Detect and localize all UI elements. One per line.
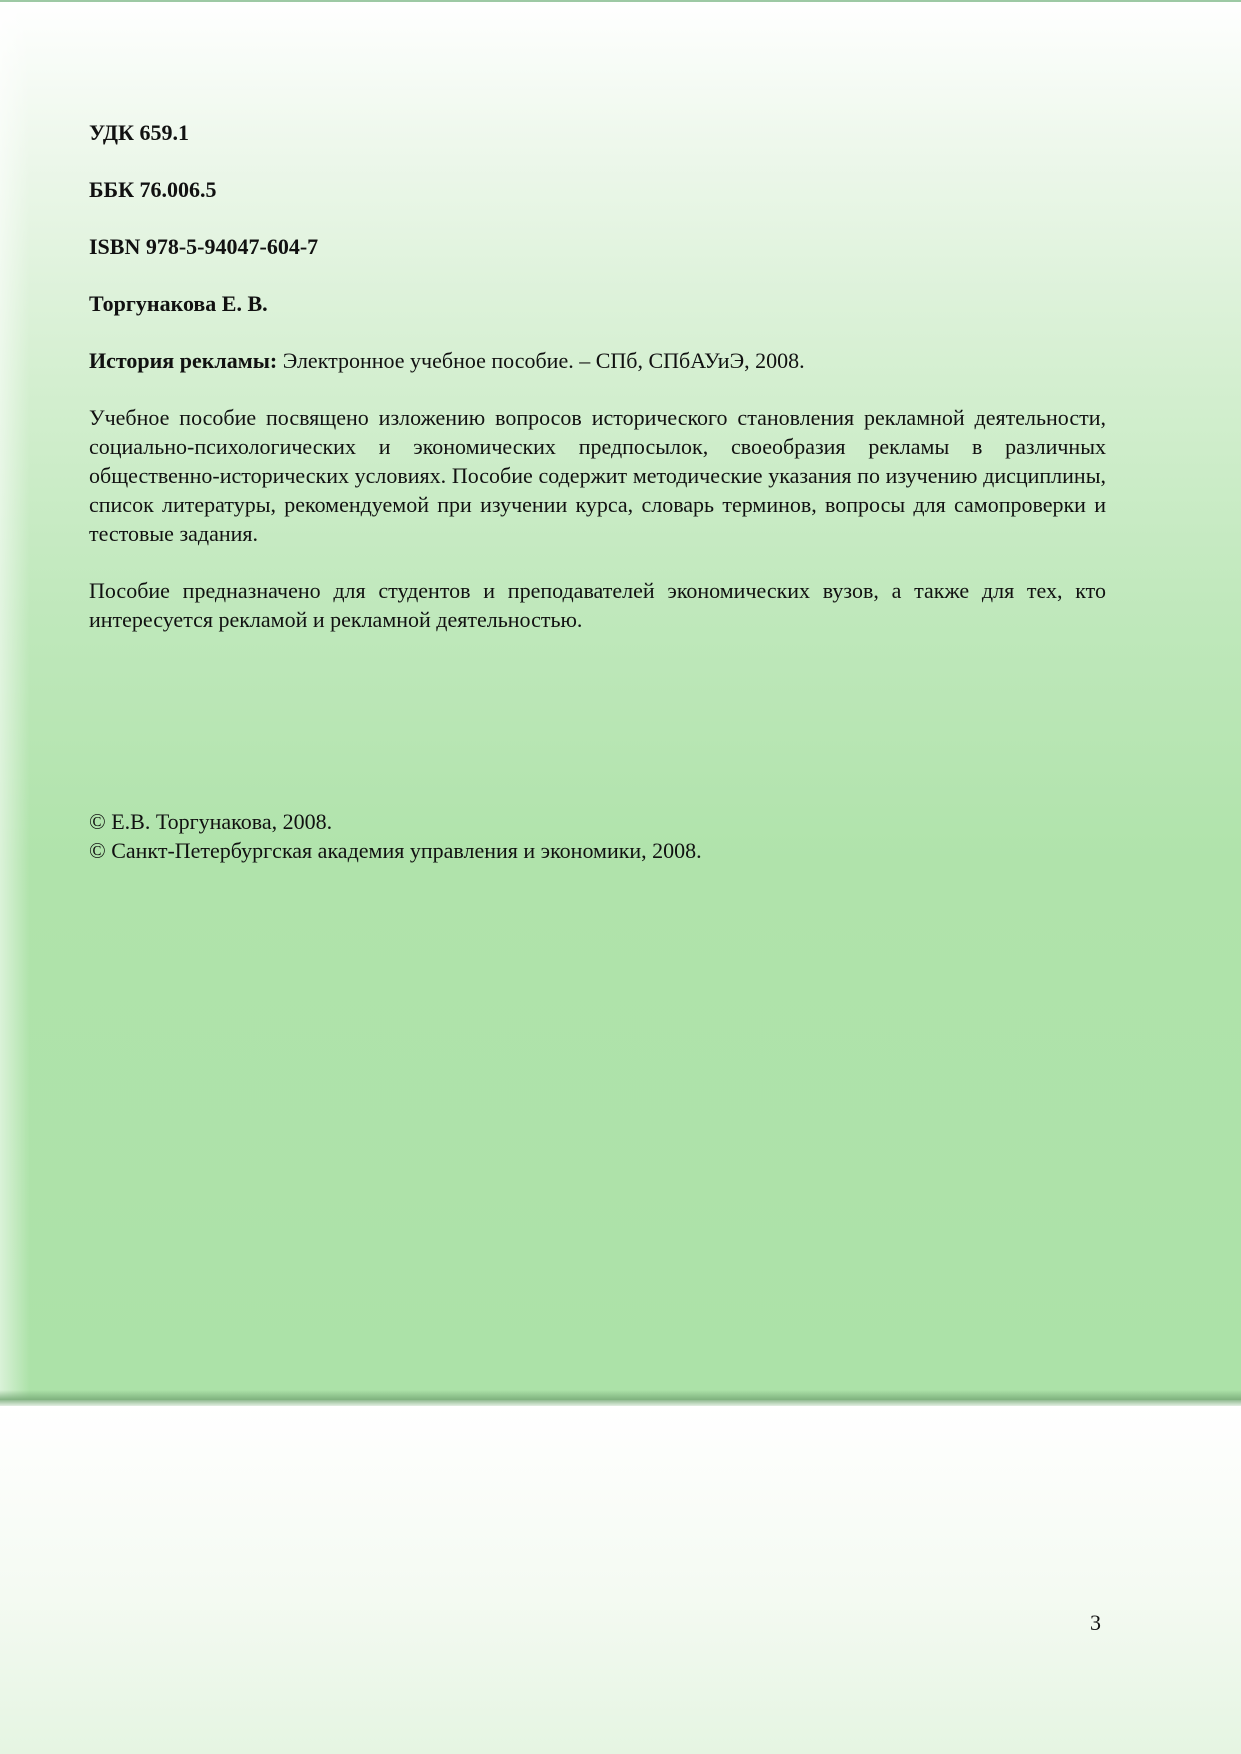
copyright-block xyxy=(89,807,1106,865)
copyright-academy: © Санкт-Петербургская академия управления и экономики, 2008. xyxy=(89,838,702,863)
page-number: 3 xyxy=(1090,1610,1101,1635)
panel-shadow xyxy=(0,1390,1241,1406)
bottom-background-panel xyxy=(0,1406,1241,1754)
book-title-line xyxy=(89,346,1106,375)
book-title: История рекламы: xyxy=(89,348,278,373)
isbn-number: ISBN 978-5-94047-604-7 xyxy=(89,234,319,259)
bibliographic-block xyxy=(89,118,1106,662)
book-edition-info: Электронное учебное пособие. – СПб, СПбАУиЭ, 2008. xyxy=(277,348,805,373)
bbk-code: ББК 76.006.5 xyxy=(89,177,217,202)
author-name: Торгунакова Е. В. xyxy=(89,291,268,316)
abstract-paragraph: Учебное пособие посвящено изложению вопросов исторического становления рекламной деятельности, социально-психологических и экономических предпосылок, своеобразия рекламы в различных общественно-исторических условиях. Пособие содержит методические указания по изучению дисциплины, список литературы, рекомендуемой при изучении курса, словарь терминов, вопросы для самопроверки и тестовые задания. xyxy=(89,405,1106,546)
top-border-line xyxy=(0,0,1241,2)
audience-paragraph: Пособие предназначено для студентов и преподавателей экономических вузов, а также для тех, кто интересуется рекламой и рекламной деятельностью. xyxy=(89,578,1106,632)
udk-code: УДК 659.1 xyxy=(89,120,190,145)
copyright-author: © Е.В. Торгунакова, 2008. xyxy=(89,809,333,834)
